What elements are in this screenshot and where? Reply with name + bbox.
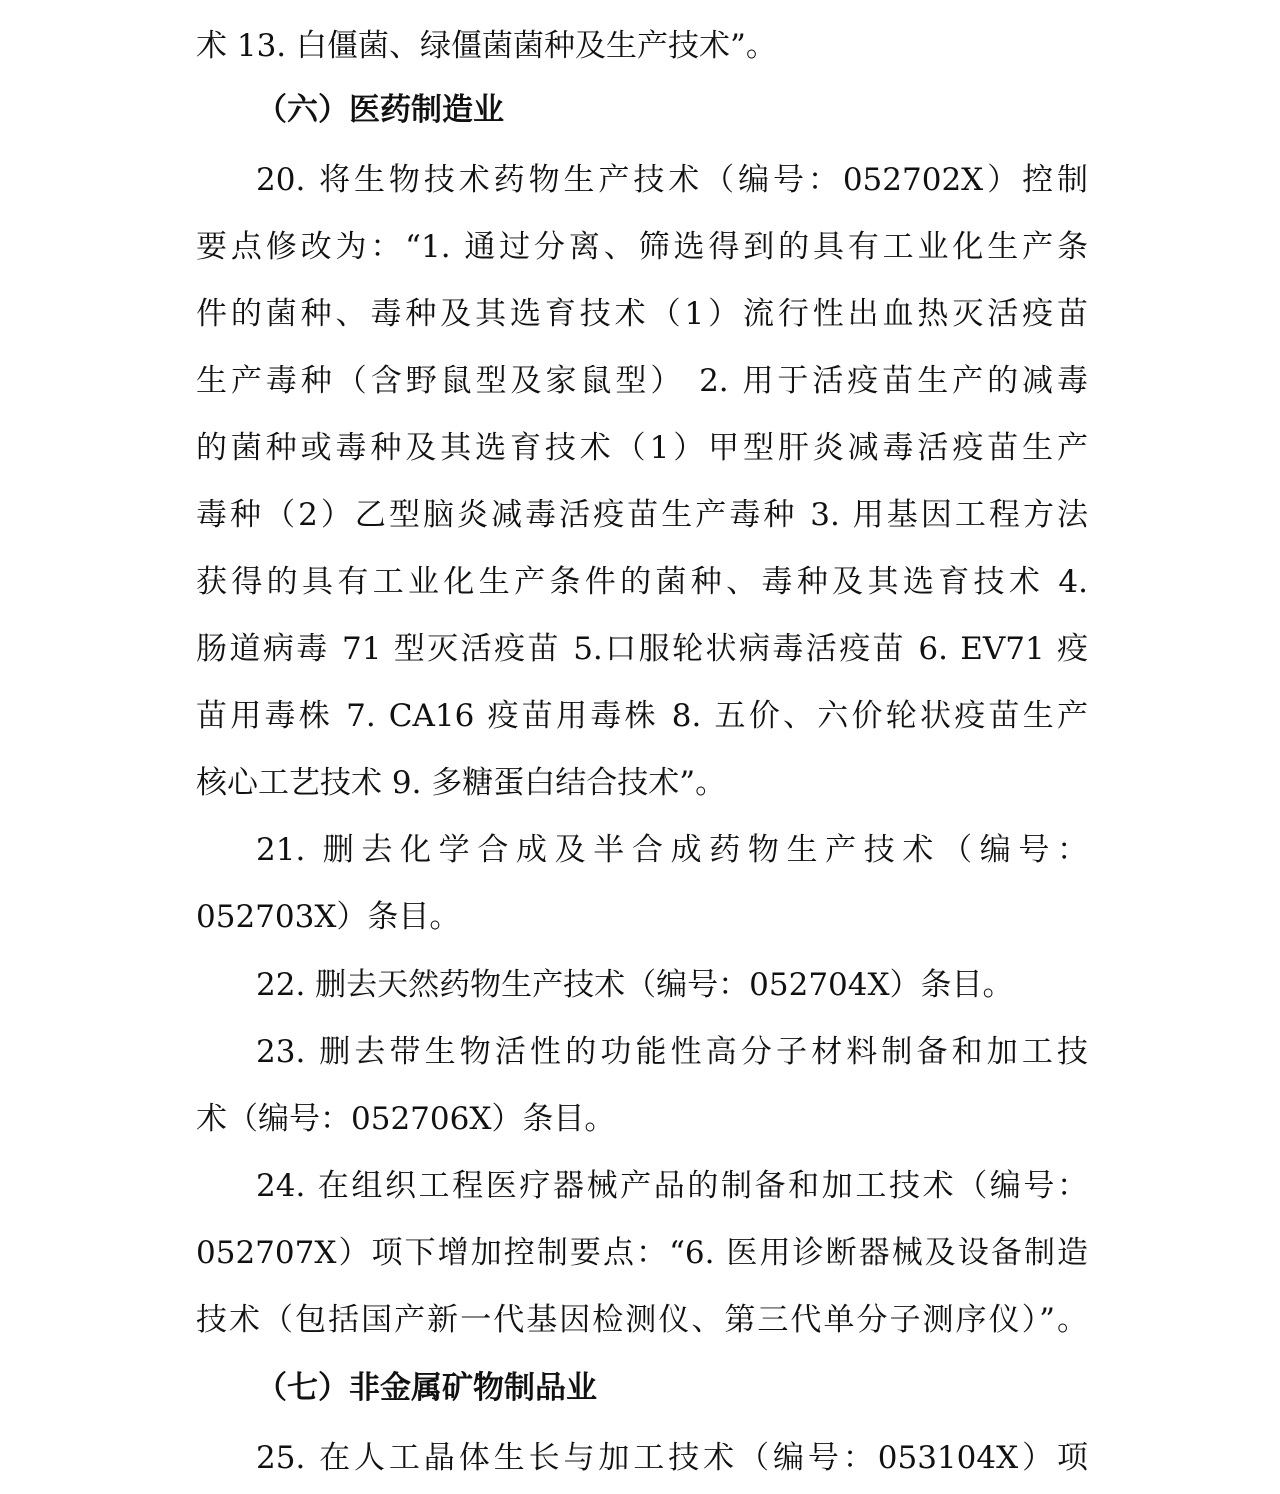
- paragraph-start: 20. 将生物技术药物生产技术（编号：052702X）控制: [256, 162, 1088, 198]
- text-line: 要点修改为：“1. 通过分离、筛选得到的具有工业化生产条: [196, 229, 1088, 265]
- text-line: 肠道病毒 71 型灭活疫苗 5.口服轮状病毒活疫苗 6. EV71 疫: [196, 631, 1088, 667]
- text-line: 苗用毒株 7. CA16 疫苗用毒株 8. 五价、六价轮状疫苗生产: [196, 698, 1088, 734]
- section-heading: （六）医药制造业: [256, 92, 504, 128]
- text-line: 技术（包括国产新一代基因检测仪、第三代单分子测序仪）”。: [196, 1302, 1088, 1338]
- text-line: 术（编号：052706X）条目。: [196, 1101, 616, 1137]
- paragraph-start: 21. 删去化学合成及半合成药物生产技术（编号：: [256, 832, 1088, 868]
- text-line: 核心工艺技术 9. 多糖蛋白结合技术”。: [196, 765, 727, 801]
- text-line: 的菌种或毒种及其选育技术（1）甲型肝炎减毒活疫苗生产: [196, 430, 1088, 466]
- text-line: 毒种（2）乙型脑炎减毒活疫苗生产毒种 3. 用基因工程方法: [196, 497, 1088, 533]
- paragraph-start: 22. 删去天然药物生产技术（编号：052704X）条目。: [256, 967, 1014, 1003]
- section-heading: （七）非金属矿物制品业: [256, 1370, 597, 1406]
- text-line: 术 13. 白僵菌、绿僵菌菌种及生产技术”。: [196, 28, 777, 64]
- paragraph-start: 24. 在组织工程医疗器械产品的制备和加工技术（编号：: [256, 1168, 1088, 1204]
- text-line: 052707X）项下增加控制要点：“6. 医用诊断器械及设备制造: [196, 1235, 1088, 1271]
- paragraph-start: 25. 在人工晶体生长与加工技术（编号：053104X）项: [256, 1440, 1088, 1476]
- text-line: 052703X）条目。: [196, 899, 461, 935]
- text-line: 生产毒种（含野鼠型及家鼠型） 2. 用于活疫苗生产的减毒: [196, 363, 1088, 399]
- text-line: 件的菌种、毒种及其选育技术（1）流行性出血热灭活疫苗: [196, 296, 1088, 332]
- text-line: 获得的具有工业化生产条件的菌种、毒种及其选育技术 4.: [196, 564, 1088, 600]
- paragraph-start: 23. 删去带生物活性的功能性高分子材料制备和加工技: [256, 1034, 1088, 1070]
